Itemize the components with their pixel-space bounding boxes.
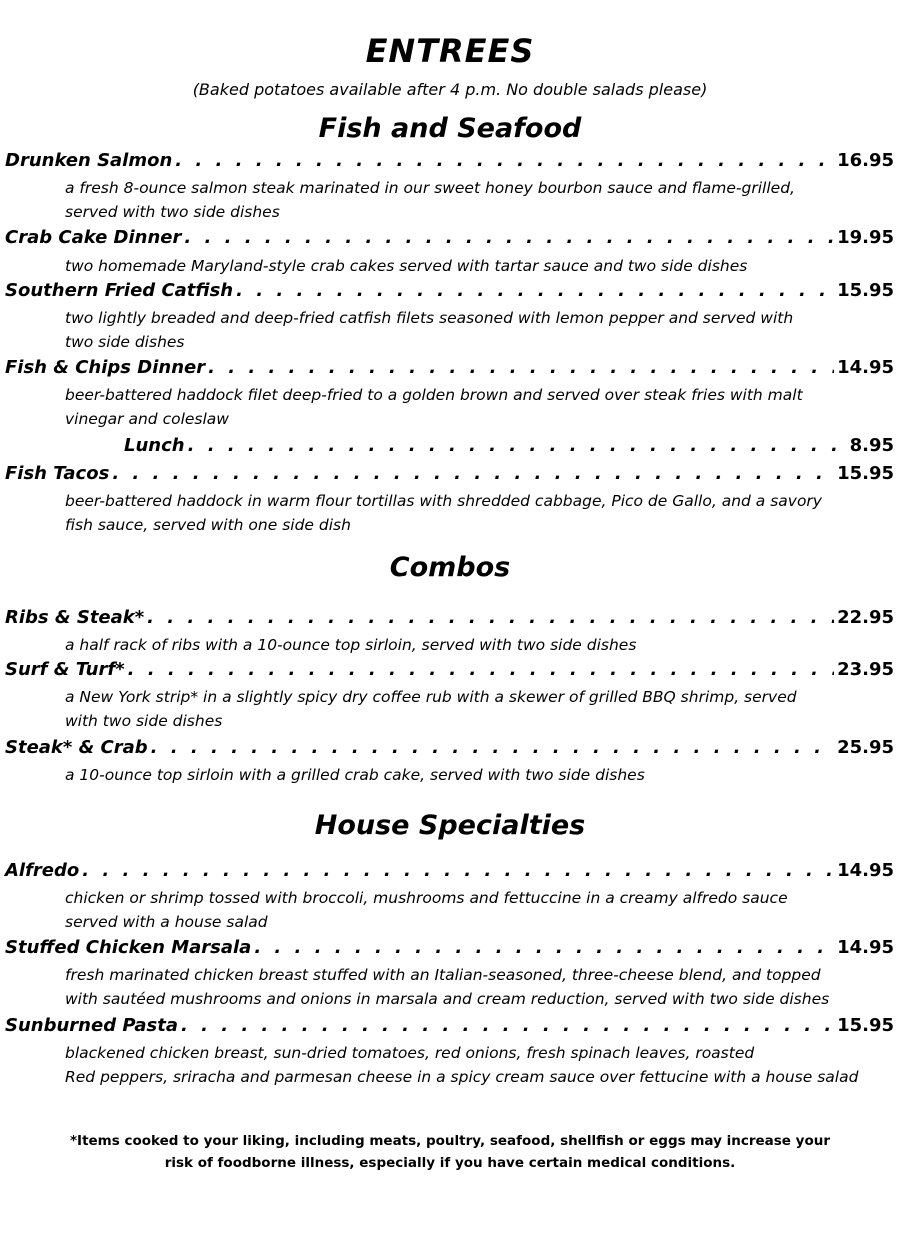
description-line: with two side dishes <box>65 712 223 730</box>
footnote-line: *Items cooked to your liking, including meats, poultry, seafood, shellfish or eggs may increase your <box>69 1133 830 1149</box>
item-description <box>65 306 895 354</box>
item-price: 16.95 <box>837 150 894 171</box>
section-title-fish: Fish and Seafood <box>318 113 582 144</box>
section-title-combos: Combos <box>389 552 511 583</box>
menu-item-alfredo <box>5 860 894 882</box>
dot-leader <box>184 227 834 248</box>
dot-leader <box>112 463 834 484</box>
menu-item-sunburned-pasta <box>5 1015 894 1037</box>
description-line: chicken or shrimp tossed with broccoli, mushrooms and fettuccine in a creamy alfredo sauce <box>65 889 788 907</box>
description-line: with sautéed mushrooms and onions in marsala and cream reduction, served with two side dishes <box>65 990 830 1008</box>
item-name: Southern Fried Catfish <box>5 280 234 301</box>
page-title: ENTREES <box>365 32 535 70</box>
description-line: served with a house salad <box>65 913 268 931</box>
item-price: 14.95 <box>837 860 894 881</box>
item-price: 15.95 <box>837 280 894 301</box>
dot-leader <box>181 1015 834 1036</box>
item-description <box>65 383 895 431</box>
item-price: 23.95 <box>837 659 894 680</box>
menu-item-steak-and-crab <box>5 737 894 759</box>
menu-item-lunch <box>124 435 894 457</box>
item-description <box>65 1041 895 1089</box>
item-price: 19.95 <box>837 227 894 248</box>
page-subtitle: (Baked potatoes available after 4 p.m. No double salads please) <box>192 80 708 99</box>
footnote <box>0 1130 900 1174</box>
footnote-line: risk of foodborne illness, especially if you have certain medical conditions. <box>164 1155 736 1171</box>
menu-item-fish-tacos <box>5 463 894 485</box>
dot-leader <box>175 150 834 171</box>
dot-leader <box>128 659 834 680</box>
item-price: 22.95 <box>837 607 894 628</box>
description-line: a fresh 8-ounce salmon steak marinated in our sweet honey bourbon sauce and flame-grilled, <box>65 179 795 197</box>
description-line: beer-battered haddock filet deep-fried to a golden brown and served over steak fries with malt <box>65 386 803 404</box>
description-line: served with two side dishes <box>65 203 280 221</box>
section-title-house-specialties: House Specialties <box>314 810 586 841</box>
item-name: Surf & Turf* <box>5 659 125 680</box>
item-name: Alfredo <box>5 860 80 881</box>
description-line: a 10-ounce top sirloin with a grilled crab cake, served with two side dishes <box>65 766 645 784</box>
description-line: Red peppers, sriracha and parmesan cheese in a spicy cream sauce over fettucine with a house salad <box>65 1068 859 1086</box>
item-name: Crab Cake Dinner <box>5 227 182 248</box>
description-line: a New York strip* in a slightly spicy dry coffee rub with a skewer of grilled BBQ shrimp, served <box>65 688 797 706</box>
menu-item-ribs-and-steak <box>5 607 894 629</box>
item-description <box>65 685 895 733</box>
item-price: 15.95 <box>837 1015 894 1036</box>
description-line: blackened chicken breast, sun-dried tomatoes, red onions, fresh spinach leaves, roasted <box>65 1044 755 1062</box>
item-name: Ribs & Steak* <box>5 607 145 628</box>
item-description <box>65 963 895 1011</box>
item-name: Lunch <box>124 435 185 456</box>
menu-item-fish-and-chips-dinner <box>5 357 894 379</box>
item-name: Fish & Chips Dinner <box>5 357 206 378</box>
menu-item-stuffed-chicken-marsala <box>5 937 894 959</box>
dot-leader <box>147 607 834 628</box>
description-line: two homemade Maryland-style crab cakes served with tartar sauce and two side dishes <box>65 257 748 275</box>
item-price: 25.95 <box>837 737 894 758</box>
item-description <box>65 633 895 657</box>
item-description <box>65 254 895 278</box>
item-name: Steak* & Crab <box>5 737 148 758</box>
menu-item-crab-cake-dinner <box>5 227 894 249</box>
dot-leader <box>82 860 834 881</box>
item-name: Fish Tacos <box>5 463 110 484</box>
item-price: 15.95 <box>837 463 894 484</box>
description-line: fresh marinated chicken breast stuffed with an Italian-seasoned, three-cheese blend, and topped <box>65 966 821 984</box>
dot-leader <box>208 357 834 378</box>
description-line: two lightly breaded and deep-fried catfish filets seasoned with lemon pepper and served with <box>65 309 794 327</box>
item-description <box>65 176 895 224</box>
item-price: 14.95 <box>837 937 894 958</box>
menu-item-surf-and-turf <box>5 659 894 681</box>
description-line: beer-battered haddock in warm flour tortillas with shredded cabbage, Pico de Gallo, and a savory <box>65 492 822 510</box>
menu-item-drunken-salmon <box>5 150 894 172</box>
item-description <box>65 886 895 934</box>
item-name: Drunken Salmon <box>5 150 173 171</box>
description-line: vinegar and coleslaw <box>65 410 229 428</box>
menu-item-southern-fried-catfish <box>5 280 894 302</box>
description-line: two side dishes <box>65 333 185 351</box>
description-line: fish sauce, served with one side dish <box>65 516 351 534</box>
item-price: 8.95 <box>849 435 894 456</box>
dot-leader <box>254 937 834 958</box>
dot-leader <box>236 280 834 301</box>
description-line: a half rack of ribs with a 10-ounce top sirloin, served with two side dishes <box>65 636 637 654</box>
item-name: Stuffed Chicken Marsala <box>5 937 252 958</box>
dot-leader <box>188 435 847 456</box>
item-name: Sunburned Pasta <box>5 1015 178 1036</box>
dot-leader <box>151 737 834 758</box>
item-price: 14.95 <box>837 357 894 378</box>
item-description <box>65 763 895 787</box>
item-description <box>65 489 895 537</box>
